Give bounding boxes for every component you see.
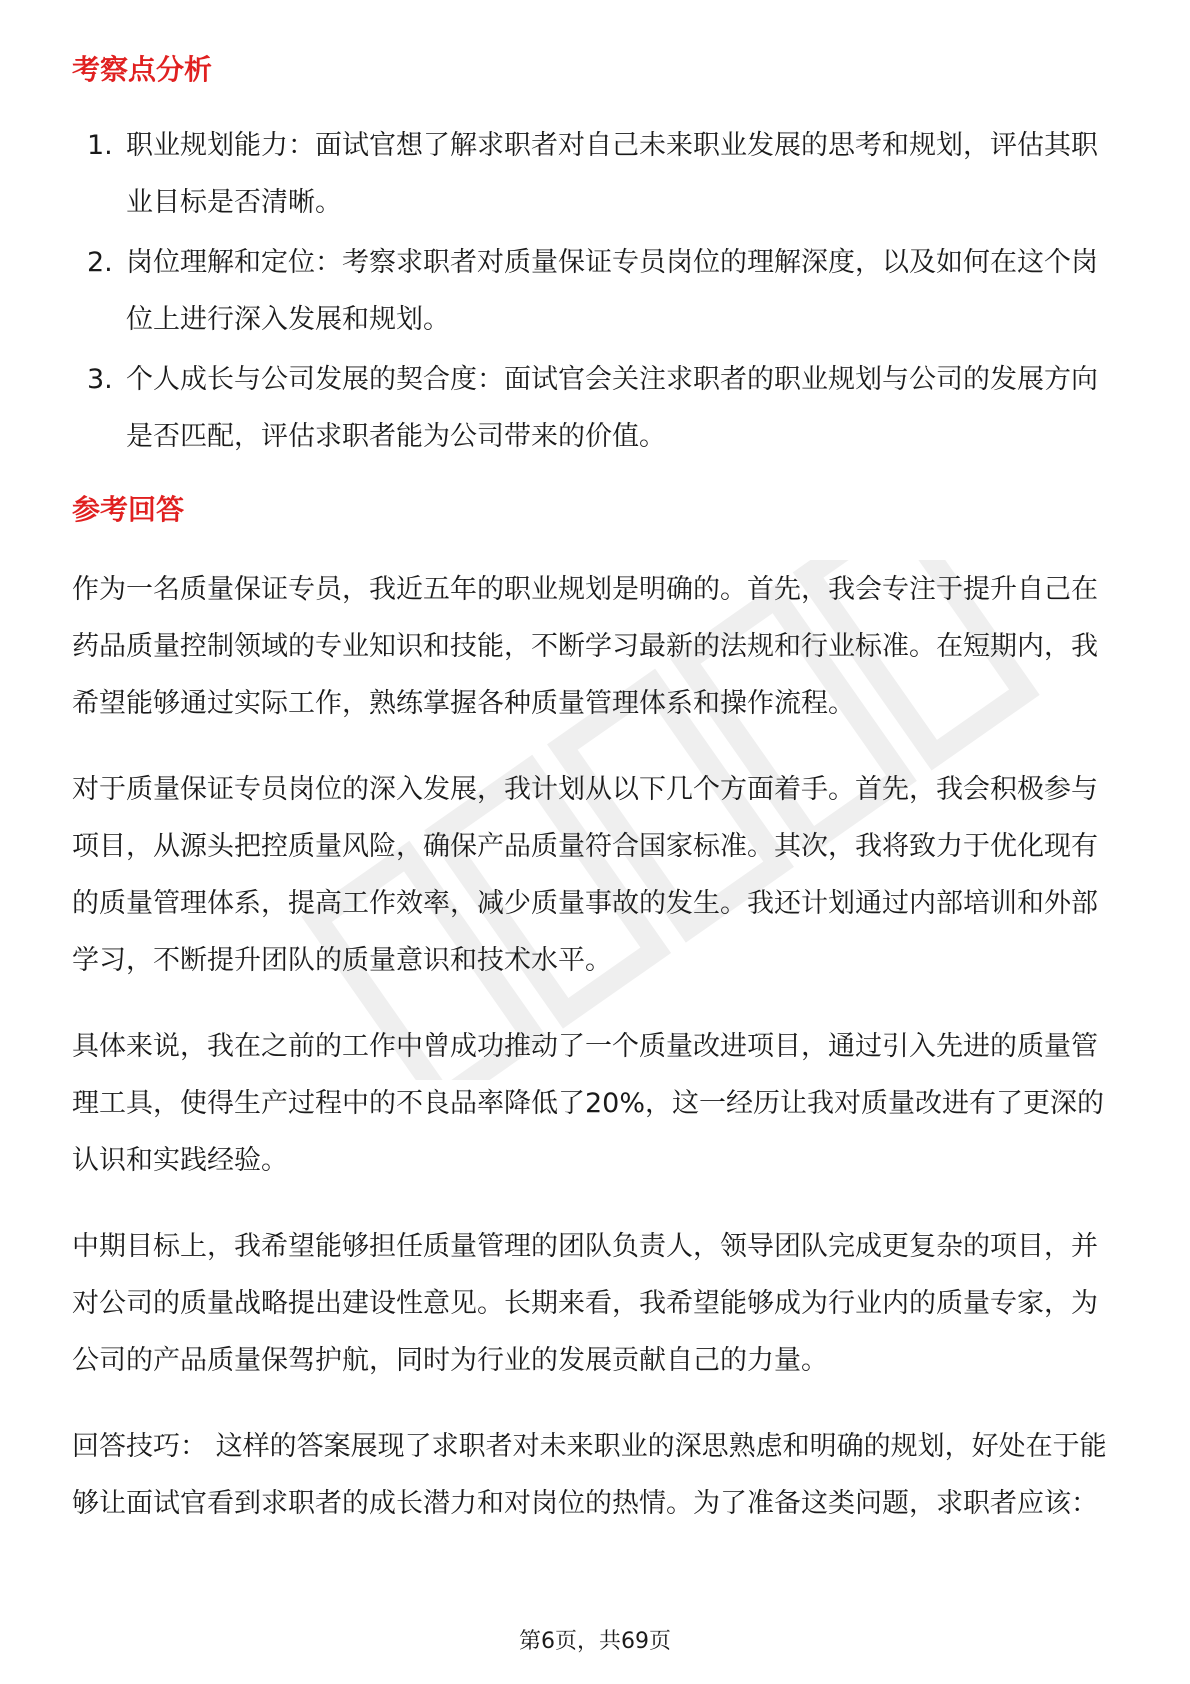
answer-tips-paragraph: 回答技巧： 这样的答案展现了求职者对未来职业的深思熟虑和明确的规划，好处在于能够让面试官看到求职者的成长潜力和对岗位的热情。为了准备这类问题，求职者应该：	[72, 1431, 1107, 1519]
answer-paragraph: 中期目标上，我希望能够担任质量管理的团队负责人，领导团队完成更复杂的项目，并对公司的质量战略提出建设性意见。长期来看，我希望能够成为行业内的质量专家，为公司的产品质量保驾护航，同时为行业的发展贡献自己的力量。	[72, 1231, 1098, 1376]
list-item-text: 岗位理解和定位：考察求职者对质量保证专员岗位的理解深度，以及如何在这个岗位上进行深入发展和规划。	[126, 247, 1098, 335]
list-item-number: 3.	[87, 364, 113, 395]
analysis-list	[72, 117, 1120, 468]
answer-paragraph: 作为一名质量保证专员，我近五年的职业规划是明确的。首先，我会专注于提升自己在药品质量控制领域的专业知识和技能，不断学习最新的法规和行业标准。在短期内，我希望能够通过实际工作，熟练掌握各种质量管理体系和操作流程。	[72, 574, 1098, 719]
section-heading-analysis: 考察点分析	[72, 53, 213, 86]
page-number-footer: 第6页，共69页	[519, 1629, 671, 1654]
list-item-number: 1.	[87, 130, 113, 161]
list-item	[72, 117, 1120, 231]
section-heading-answer: 参考回答	[72, 493, 185, 526]
list-item-number: 2.	[87, 247, 113, 278]
list-item	[72, 351, 1120, 465]
list-item-text: 职业规划能力：面试官想了解求职者对自己未来职业发展的思考和规划，评估其职业目标是否清晰。	[126, 130, 1098, 218]
answer-paragraph: 对于质量保证专员岗位的深入发展，我计划从以下几个方面着手。首先，我会积极参与项目，从源头把控质量风险，确保产品质量符合国家标准。其次，我将致力于优化现有的质量管理体系，提高工作效率，减少质量事故的发生。我还计划通过内部培训和外部学习，不断提升团队的质量意识和技术水平。	[72, 774, 1098, 976]
answer-paragraph: 具体来说，我在之前的工作中曾成功推动了一个质量改进项目，通过引入先进的质量管理工具，使得生产过程中的不良品率降低了20%，这一经历让我对质量改进有了更深的认识和实践经验。	[72, 1031, 1105, 1176]
list-item	[72, 234, 1120, 348]
list-item-text: 个人成长与公司发展的契合度：面试官会关注求职者的职业规划与公司的发展方向是否匹配，评估求职者能为公司带来的价值。	[126, 364, 1098, 452]
